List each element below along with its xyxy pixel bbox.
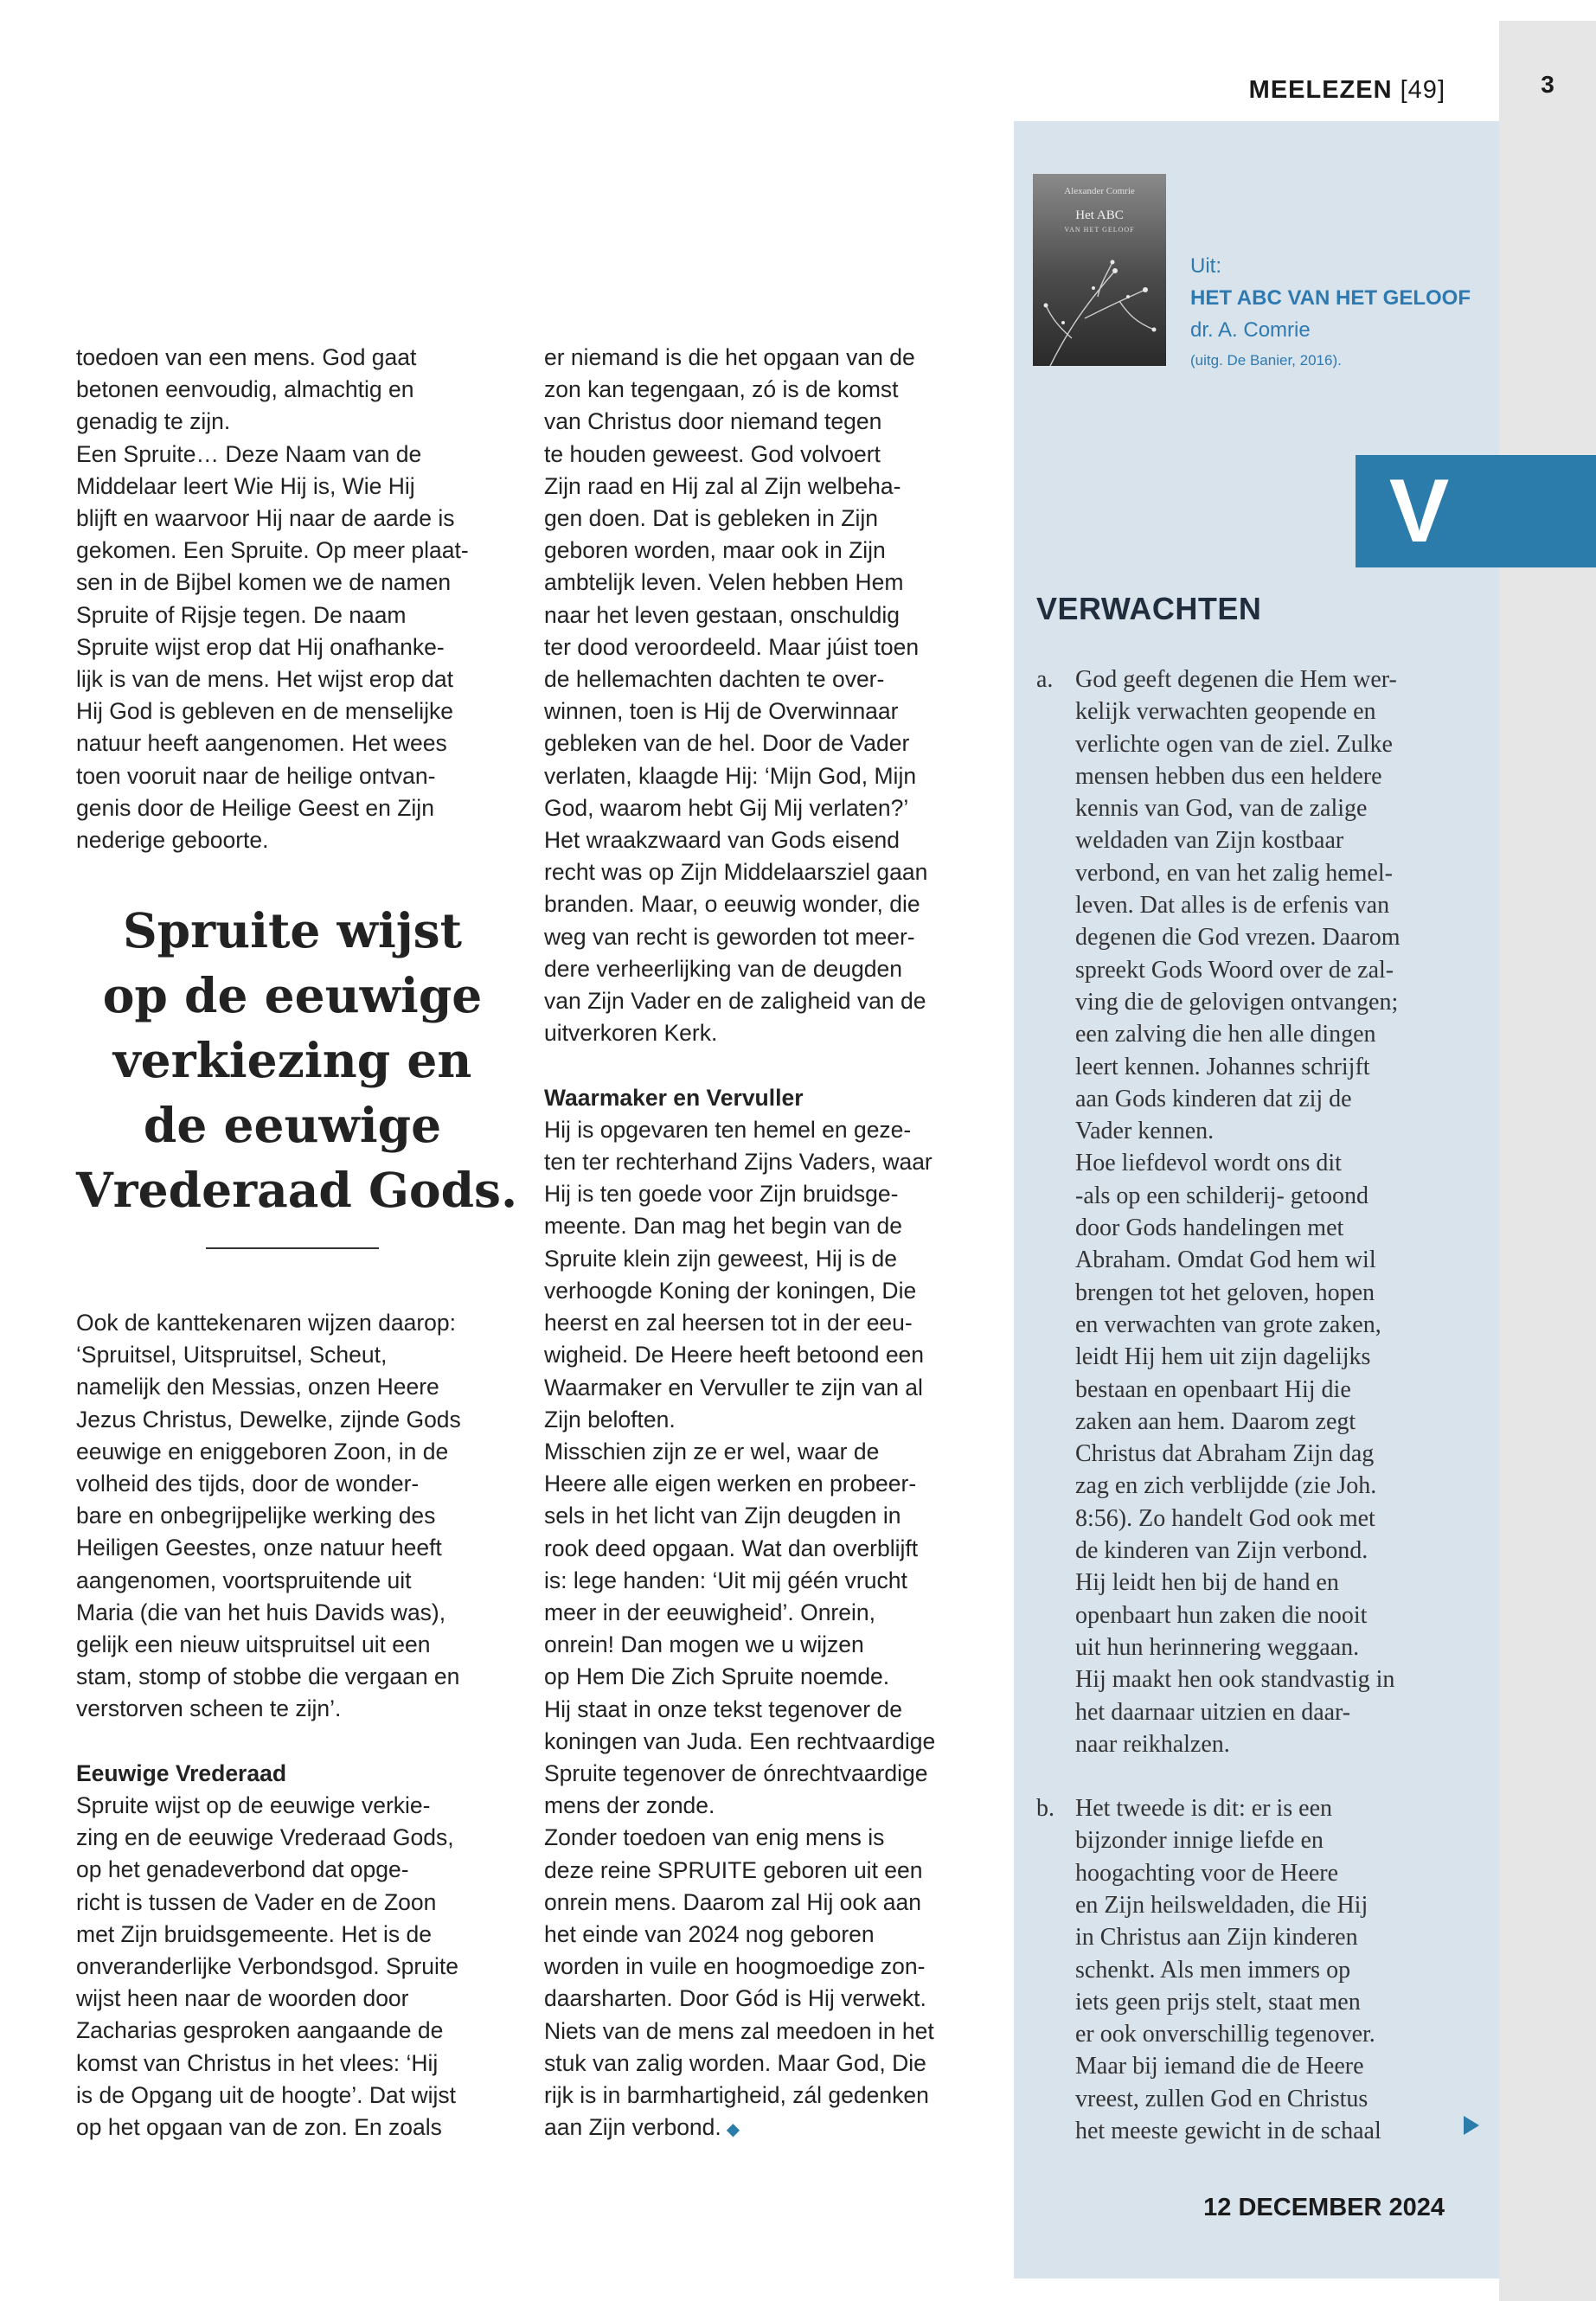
page-number: 3 bbox=[1541, 71, 1554, 98]
pull-quote-divider bbox=[206, 1247, 379, 1249]
book-cover-subtitle: VAN HET GELOOF bbox=[1064, 226, 1135, 234]
continue-arrow-icon bbox=[1464, 2116, 1479, 2135]
credit-publisher: (uitg. De Banier, 2016). bbox=[1190, 352, 1342, 369]
subheading-waarmaker-en-vervuller: Waarmaker en Vervuller bbox=[544, 1084, 804, 1111]
sidebar-list bbox=[1036, 663, 1460, 2147]
section-header bbox=[1249, 76, 1445, 105]
book-credit bbox=[1190, 250, 1471, 375]
issue-date: 12 DECEMBER 2024 bbox=[1203, 2194, 1445, 2221]
list-item-text: Het tweede is dit: er is een bijzonder innige liefde en hoogachting voor de Heere en Zijn heilsweldaden, die Hij in Christus aan Zijn kinderen schenkt. Als men immers op iets geen prijs stelt, staat men er ook onverschillig tegenover. Maar bij iemand die de Heere vreest, zullen God en Christus het meeste gewicht in de schaal bbox=[1075, 1795, 1381, 2145]
book-cover-title: Het ABC bbox=[1075, 208, 1124, 222]
end-of-article-diamond-icon: ◆ bbox=[726, 2120, 740, 2140]
sidebar-heading: VERWACHTEN bbox=[1036, 591, 1262, 626]
list-item-text: God geeft degenen die Hem wer- kelijk verwachten geopende en verlichte ogen van de ziel. Zulke mensen hebben dus een heldere kennis van God, van de zalige weldaden van Zijn kostbaar verbond, en van het zalig hemel- leven. Dat alles is de erfenis van degenen die God vrezen. Daarom spreekt Gods Woord over de zal- ving die de gelovigen ontvangen; een zalving die hen alle dingen leert kennen. Johannes schrijft aan Gods kinderen dat zij de Vader kennen. Hoe liefdevol wordt ons dit -als op een schilderij- getoond door Gods handelingen met Abraham. Omdat God hem wil brengen tot het geloven, hopen en verwachten van grote zaken, leidt Hij hem uit zijn dagelijks bestaan en openbaart Hij die zaken aan hem. Daarom zegt Christus dat Abraham Zijn dag zag en zich verblijdde (zie Joh. 8:56). Zo handelt God ook met de kinderen van Zijn verbond. Hij leidt hen bij de hand en openbaart hun zaken die nooit uit hun herinnering weggaan. Hij maakt hen ook standvastig in het daarnaar uitzien en daar- naar reikhalzen. bbox=[1075, 666, 1401, 1758]
branch-illustration bbox=[1033, 236, 1166, 366]
page-edge-strip bbox=[1499, 21, 1596, 2301]
list-item bbox=[1036, 663, 1460, 1760]
issue-number: [49] bbox=[1400, 76, 1445, 104]
book-cover-author: Alexander Comrie bbox=[1064, 186, 1135, 196]
list-marker: b. bbox=[1036, 1795, 1054, 1823]
article-column-1-top: toedoen van een mens. God gaat betonen eenvoudig, almachtig en genadig te zijn. Een Spruite… Deze Naam van de Middelaar leert Wie Hij is, Wie Hij blijft en waarvoor Hij naar de aarde is gekomen. Een Spruite. Op meer plaat- sen in de Bijbel komen we de namen Spruite of Rijsje tegen. De naam Spruite wijst erop dat Hij onafhanke- lijk is van de mens. Het wijst erop dat Hij God is gebleven en de menselijke natuur heeft aangenomen. Het wees toen vooruit naar de heilige ontvan- genis door de Heilige Geest en Zijn nederige geboorte. bbox=[76, 344, 469, 854]
credit-from: Uit: bbox=[1190, 254, 1221, 278]
book-cover-image bbox=[1033, 174, 1166, 366]
pull-quote: Spruite wijst op de eeuwige verkiezing en de eeuwige Vrederaad Gods. bbox=[76, 902, 518, 1218]
credit-book-title: HET ABC VAN HET GELOOF bbox=[1190, 286, 1471, 310]
section-name: MEELEZEN bbox=[1248, 76, 1393, 104]
article-column-2: er niemand is die het opgaan van de zon kan tegengaan, zó is de komst van Christus door niemand tegen te houden geweest. God volvoert Zijn raad en Hij zal al Zijn welbeha- gen doen. Dat is gebleken in Zijn geboren worden, maar ook in Zijn ambtelijk leven. Velen hebben Hem naar het leven gestaan, onschuldig ter dood veroordeeld. Maar júist toen de hellemachten dachten te over- winnen, toen is Hij de Overwinnaar gebleken van de hel. Door de Vader verlaten, klaagde Hij: ‘Mijn God, Mijn God, waarom hebt Gij Mij verlaten?’ Het wraakzwaard van Gods eisend recht was op Zijn Middelaarsziel gaan branden. Maar, o eeuwig wonder, die weg van recht is geworden tot meer- dere verheerlijking van de deugden van Zijn Vader en de zaligheid van de uitverkoren Kerk. Waarmaker en Vervuller Hij is opgevaren ten hemel en geze- ten ter rechterhand Zijns Vaders, waar Hij is ten goede voor Zijn bruidsge- meente. Dan mag het begin van de Spruite klein zijn geweest, Hij is de verhoogde Koning der koningen, Die heerst en zal heersen tot in der eeu- wigheid. De Heere heeft betoond een Waarmaker en Vervuller te zijn van al Zijn beloften. Misschien zijn ze er wel, waar de Heere alle eigen werken en probeer- sels in het licht van Zijn deugden in rook deed opgaan. Wat dan overblijft is: lege handen: ‘Uit mij géén vrucht meer in der eeuwigheid’. Onrein, onrein! Dan mogen we u wijzen op Hem Die Zich Spruite noemde. Hij staat in onze tekst tegenover de koningen van Juda. Een rechtvaardige Spruite tegenover de ónrechtvaardige mens der zonde. Zonder toedoen van enig mens is deze reine SPRUITE geboren uit een onrein mens. Daarom zal Hij ook aan het einde van 2024 nog geboren worden in vuile en hoogmoedige zon- daarsharten. Door Gód is Hij verwekt. Niets van de mens zal meedoen in het stuk van zalig worden. Maar God, Die rijk is in barmhartigheid, zál gedenken aan Zijn verbond. ◆ bbox=[544, 342, 994, 2146]
list-item bbox=[1036, 1792, 1460, 2147]
article-column-1-bottom: Ook de kanttekenaren wijzen daarop: ‘Spruitsel, Uitspruitsel, Scheut, namelijk den Messias, onzen Heere Jezus Christus, Dewelke, zijnde Gods eeuwige en eniggeboren Zoon, in de volheid des tijds, door de wonder- bare en onbegrijpelijke werking des Heiligen Geestes, onze natuur heeft aangenomen, voortspruitende uit Maria (die van het huis Davids was), gelijk een nieuw uitspruitsel uit een stam, stomp of stobbe die vergaan en verstorven scheen te zijn’. Eeuwige Vrederaad Spruite wijst op de eeuwige verkie- zing en de eeuwige Vrederaad Gods, op het genadeverbond dat opge- richt is tussen de Vader en de Zoon met Zijn bruidsgemeente. Het is de onveranderlijke Verbondsgod. Spruite wijst heen naar de woorden door Zacharias gesproken aangaande de komst van Christus in het vlees: ‘Hij is de Opgang uit de hoogte’. Dat wijst op het opgaan van de zon. En zoals bbox=[76, 1307, 526, 2144]
subheading-eeuwige-vrederaad: Eeuwige Vrederaad bbox=[76, 1759, 287, 1786]
alphabet-letter: V bbox=[1388, 461, 1450, 561]
alphabet-letter-badge bbox=[1356, 455, 1596, 567]
list-marker: a. bbox=[1036, 666, 1054, 693]
credit-author: dr. A. Comrie bbox=[1190, 318, 1311, 342]
